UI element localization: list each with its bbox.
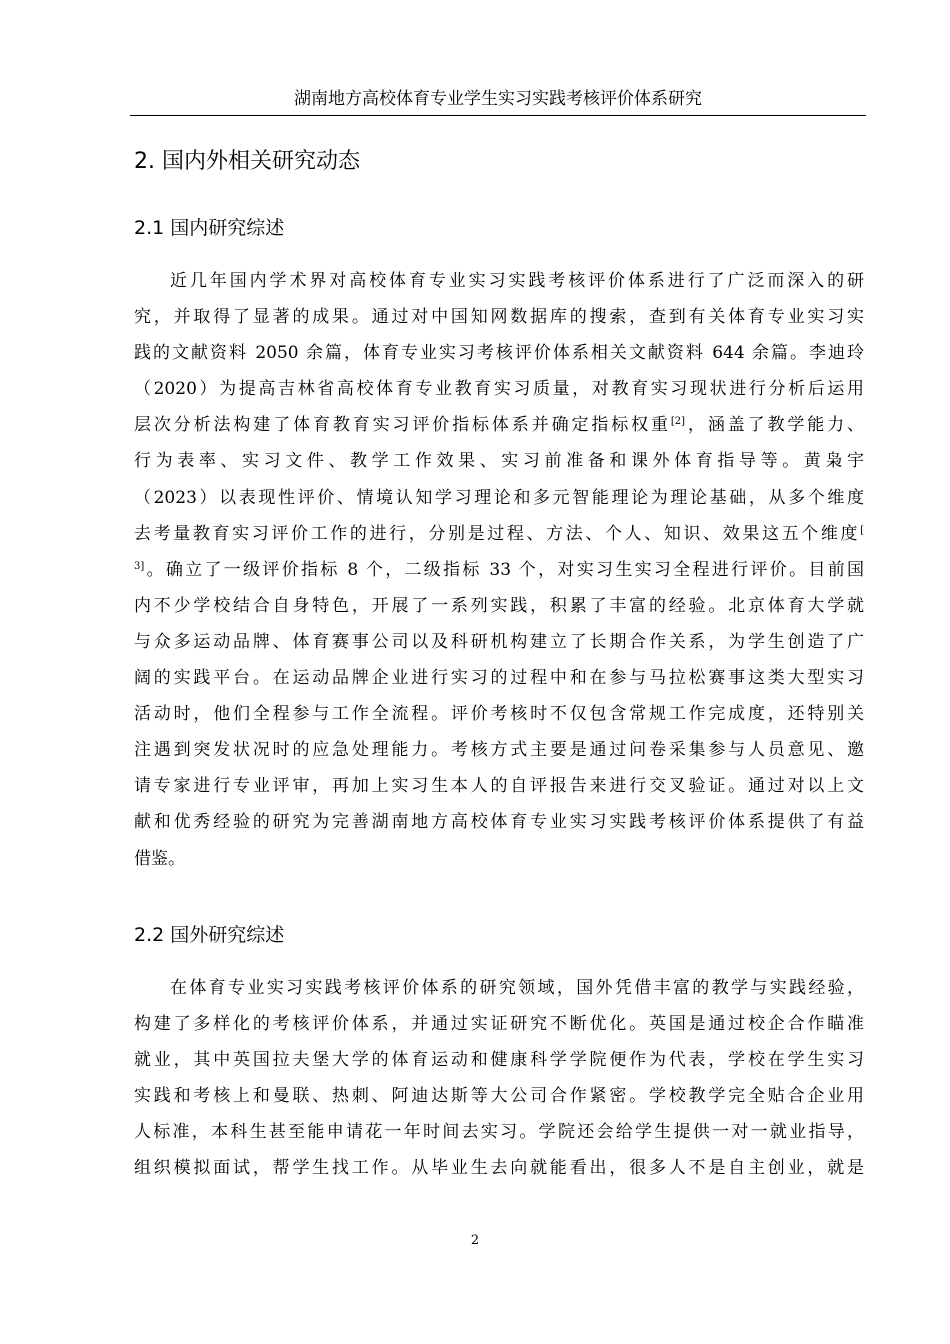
page-number: 2 xyxy=(470,1233,480,1248)
text-line: 去考量教育实习评价工作的进行，分别是过程、方法、个人、知识、效果这五个维度[ xyxy=(134,523,864,544)
text-line: 就业，其中英国拉夫堡大学的体育运动和健康科学学院便作为代表，学校在学生实习 xyxy=(134,1050,864,1071)
text-line: 借鉴。 xyxy=(134,848,185,869)
text-line: 层次分析法构建了体育教育实习评价指标体系并确定指标权重[2]，涵盖了教学能力、 xyxy=(134,415,865,436)
text-line: 请专家进行专业评审，再加上实习生本人的自评报告来进行交叉验证。通过对以上文 xyxy=(134,776,864,797)
text-line: 与众多运动品牌、体育赛事公司以及科研机构建立了长期合作关系，为学生创造了广 xyxy=(134,631,864,652)
text-line: 近几年国内学术界对高校体育专业实习实践考核评价体系进行了广泛而深入的研 xyxy=(170,271,864,291)
subsection-heading-domestic: 2.1 国内研究综述 xyxy=(134,217,285,239)
text-line: 在体育专业实习实践考核评价体系的研究领域，国外凭借丰富的教学与实践经验， xyxy=(170,978,864,998)
paragraph-domestic-review xyxy=(134,263,864,877)
text-line: 献和优秀经验的研究为完善湖南地方高校体育专业实习实践考核评价体系提供了有益 xyxy=(134,812,864,833)
text-line: 阔的实践平台。在运动品牌企业进行实习的过程中和在参与马拉松赛事这类大型实习 xyxy=(134,668,864,689)
text-line: 行为表率、实习文件、教学工作效果、实习前准备和课外体育指导等。黄枭宇 xyxy=(134,451,864,472)
text-line: 组织模拟面试，帮学生找工作。从毕业生去向就能看出，很多人不是自主创业，就是 xyxy=(134,1158,864,1179)
section-heading: 2. 国内外相关研究动态 xyxy=(134,149,360,174)
citation-3-open: [ xyxy=(860,524,864,536)
text-line: （2023）以表现性评价、情境认知学习理论和多元智能理论为理论基础，从多个维度 xyxy=(134,487,864,508)
text-line: 究，并取得了显著的成果。通过对中国知网数据库的搜索，查到有关体育专业实习实 xyxy=(134,307,864,328)
text-line: 实践和考核上和曼联、热刺、阿迪达斯等大公司合作紧密。学校教学完全贴合企业用 xyxy=(134,1086,864,1107)
text-line: 人标准，本科生甚至能申请花一年时间去实习。学院还会给学生提供一对一就业指导， xyxy=(134,1122,864,1143)
running-header: 湖南地方高校体育专业学生实习实践考核评价体系研究 xyxy=(294,89,702,109)
header-rule xyxy=(130,115,866,116)
text-line: 践的文献资料 2050 余篇，体育专业实习考核评价体系相关文献资料 644 余篇。李迪玲 xyxy=(134,343,864,364)
text-line: 活动时，他们全程参与工作全流程。评价考核时不仅包含常规工作完成度，还特别关 xyxy=(134,704,864,725)
text-line: 内不少学校结合自身特色，开展了一系列实践，积累了丰富的经验。北京体育大学就 xyxy=(134,595,864,616)
paragraph-foreign-review xyxy=(134,970,864,1187)
text-line: $^{3]}$。确立了一级评价指标 8 个，二级指标 33 个，对实习生实习全程进行评价。目前国 xyxy=(134,559,864,580)
text-line: （2020）为提高吉林省高校体育专业教育实习质量，对教育实习现状进行分析后运用 xyxy=(134,379,864,400)
citation-3-close: 3] xyxy=(134,560,145,572)
citation-2: [2] xyxy=(670,416,686,428)
subsection-heading-foreign: 2.2 国外研究综述 xyxy=(134,924,285,946)
text-line: 构建了多样化的考核评价体系，并通过实证研究不断优化。英国是通过校企合作瞄准 xyxy=(134,1014,864,1035)
text-line: 注遇到突发状况时的应急处理能力。考核方式主要是通过问卷采集参与人员意见、邀 xyxy=(134,740,864,761)
